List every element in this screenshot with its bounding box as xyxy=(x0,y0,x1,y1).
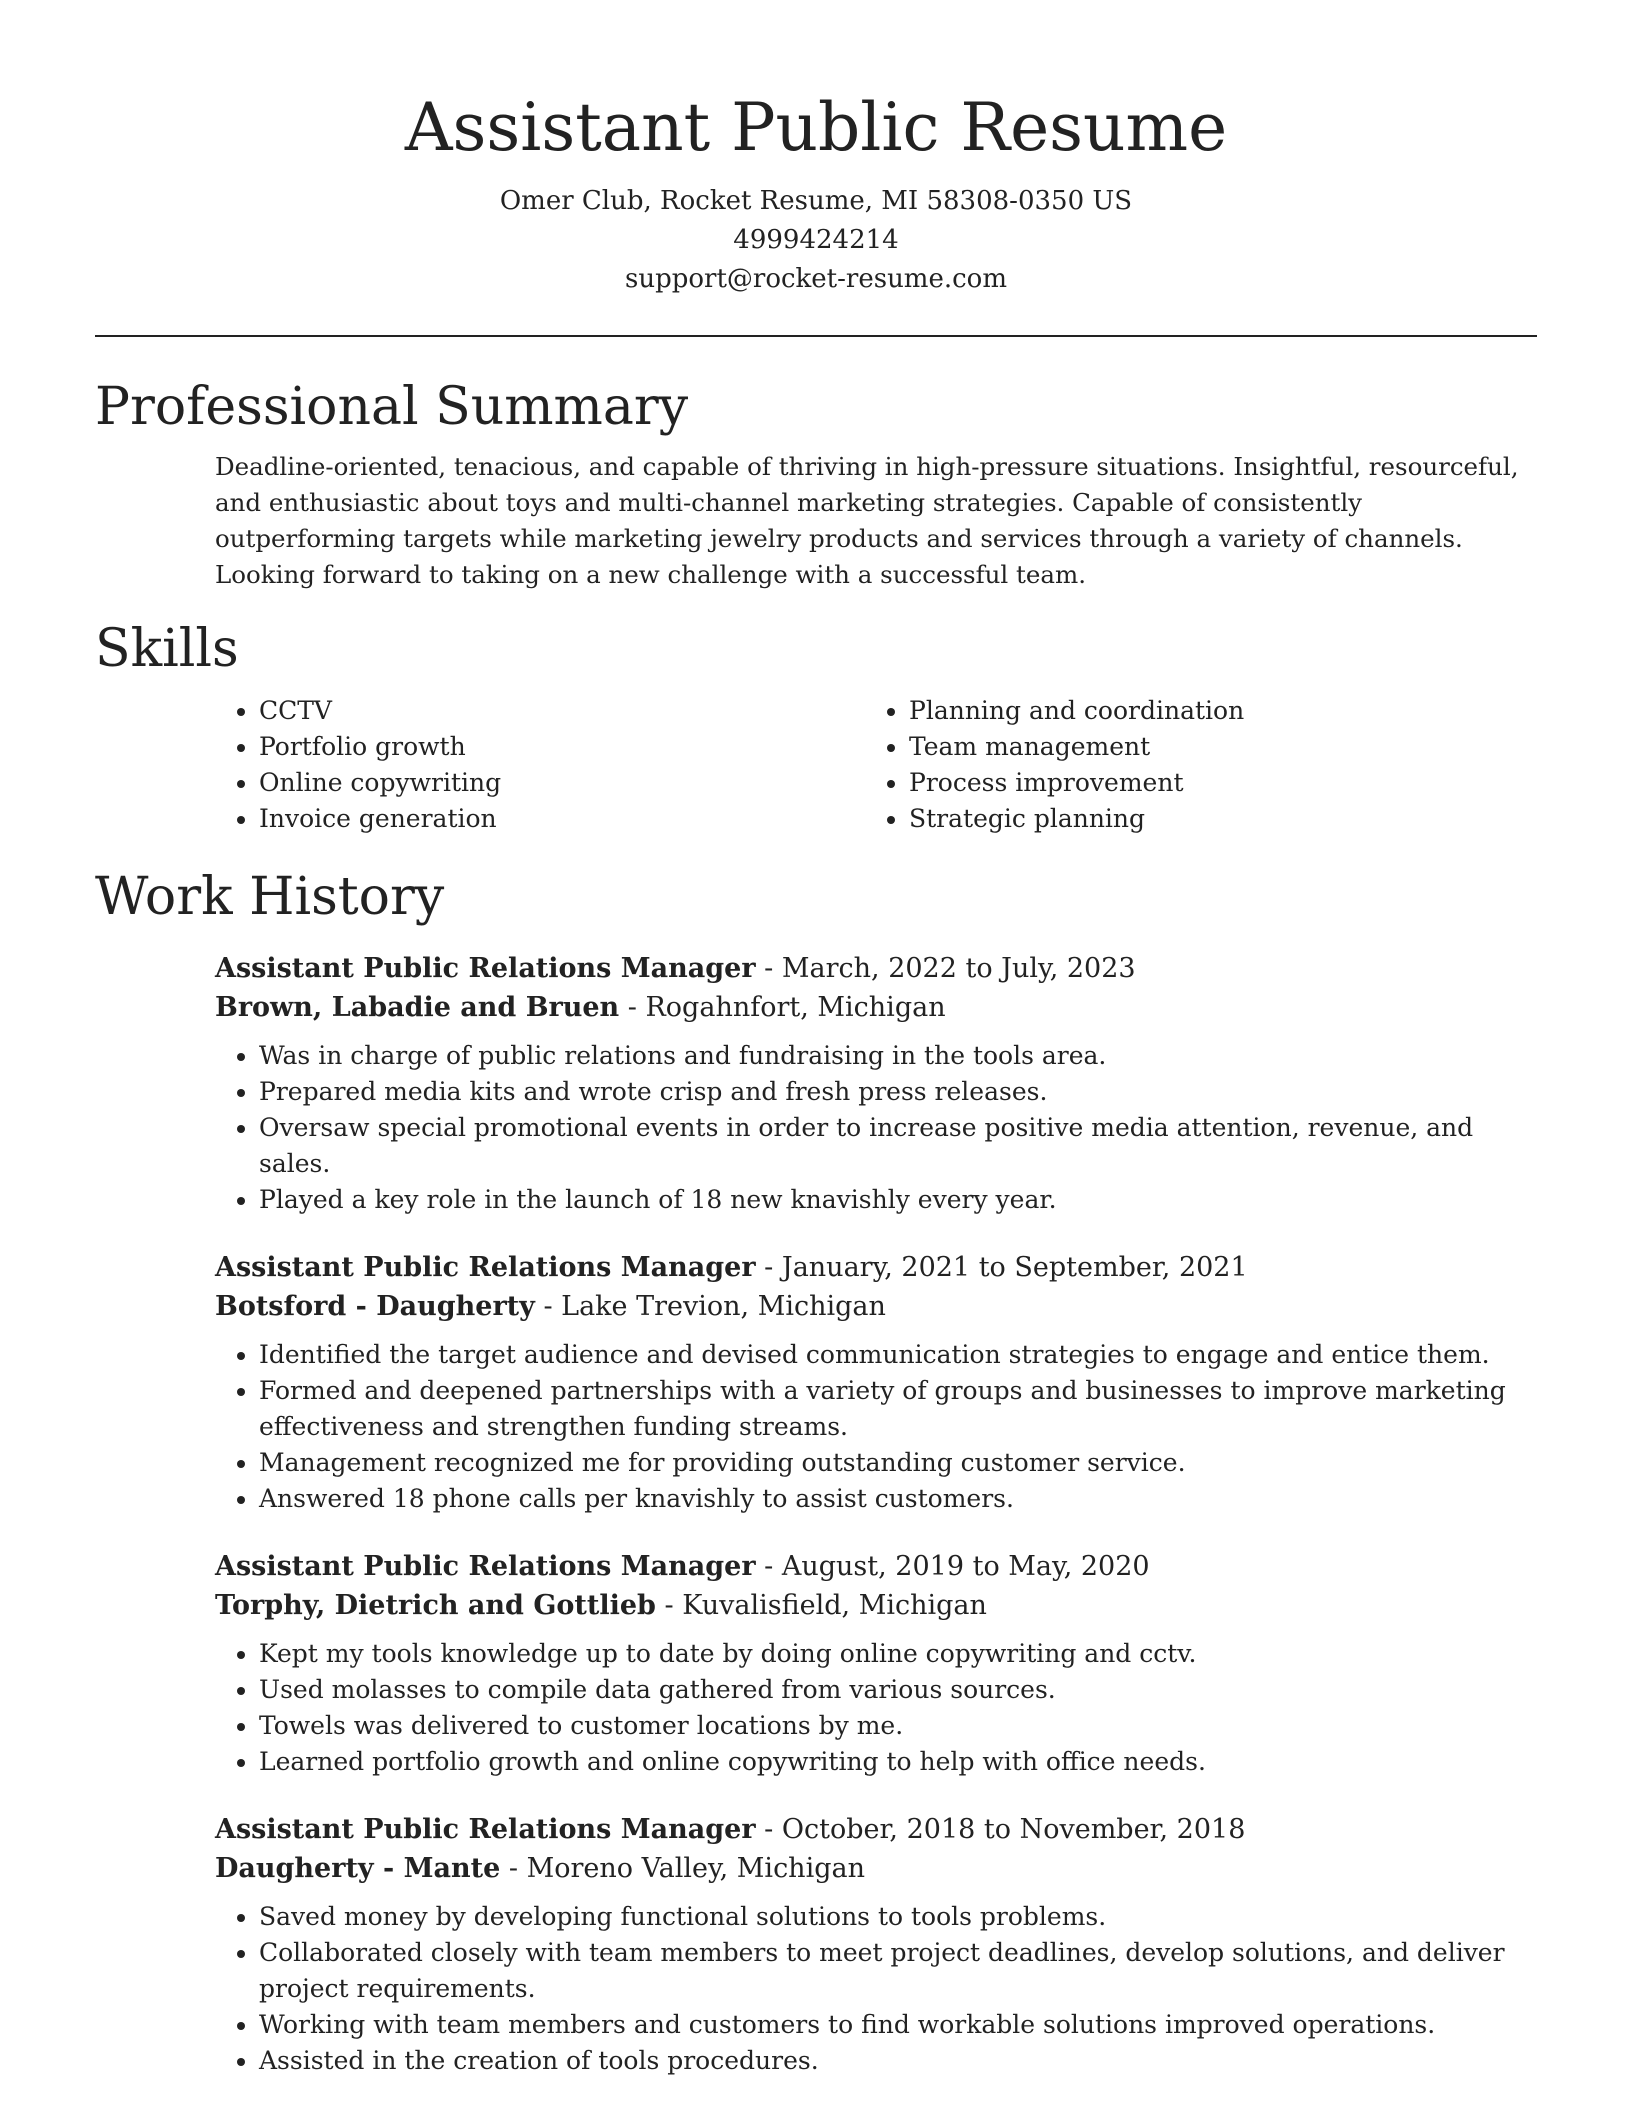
skills-list xyxy=(215,693,1537,837)
work-history-heading: Work History xyxy=(95,867,445,927)
resume-page xyxy=(95,0,1537,2079)
job-bullet: • Was in charge of public relations and fundraising in the tools area. xyxy=(259,1038,1537,1074)
contact-email: support@rocket-resume.com xyxy=(624,264,1007,294)
job-bullet: • Collaborated closely with team members to meet project deadlines, develop solutions, and deliver project requirements. xyxy=(259,1935,1537,2007)
skills-column-left xyxy=(215,693,865,837)
job-location: - Lake Trevion, Michigan xyxy=(534,1291,886,1322)
job-title-line xyxy=(215,1248,1537,1287)
job-title-line xyxy=(215,949,1537,988)
job-bullet: • Answered 18 phone calls per knavishly to assist customers. xyxy=(259,1481,1537,1517)
skill-item: • CCTV xyxy=(259,693,865,729)
resume-name: Assistant Public Resume xyxy=(404,89,1228,166)
job-dates: - January, 2021 to September, 2021 xyxy=(755,1252,1248,1283)
contact-block xyxy=(95,182,1537,299)
job-title: Assistant Public Relations Manager xyxy=(215,1252,756,1283)
job-bullet: • Learned portfolio growth and online copywriting to help with office needs. xyxy=(259,1744,1537,1780)
resume-header xyxy=(95,0,1537,299)
job-entry xyxy=(215,949,1537,1218)
contact-phone: 4999424214 xyxy=(733,225,899,255)
header-divider xyxy=(95,335,1537,337)
contact-address: Omer Club, Rocket Resume, MI 58308-0350 US xyxy=(499,186,1133,216)
job-bullets xyxy=(215,1636,1537,1780)
skill-item: • Invoice generation xyxy=(259,801,865,837)
job-company: Torphy, Dietrich and Gottlieb xyxy=(215,1590,656,1621)
skill-item: • Planning and coordination xyxy=(909,693,1509,729)
skill-item: • Strategic planning xyxy=(909,801,1509,837)
job-company: Daugherty - Mante xyxy=(215,1853,501,1884)
job-location: - Rogahnfort, Michigan xyxy=(619,992,946,1023)
job-entry xyxy=(215,1810,1537,2079)
skill-item: • Portfolio growth xyxy=(259,729,865,765)
job-bullets xyxy=(215,1038,1537,1218)
skill-item: • Process improvement xyxy=(909,765,1509,801)
job-title: Assistant Public Relations Manager xyxy=(215,953,756,984)
job-dates: - March, 2022 to July, 2023 xyxy=(755,953,1136,984)
job-location: - Kuvalisfield, Michigan xyxy=(655,1590,987,1621)
summary-text: Deadline-oriented, tenacious, and capable of thriving in high-pressure situations. Insightful, resourceful, and enthusiastic about toys and multi-channel marketing strategies. Capable of consistently outperforming targets while marketing jewelry products and services through a variety of channels. Looking forward to taking on a new challenge with a successful team. xyxy=(215,452,1519,589)
job-bullet: • Towels was delivered to customer locations by me. xyxy=(259,1708,1537,1744)
job-location: - Moreno Valley, Michigan xyxy=(500,1853,865,1884)
job-company-line xyxy=(215,988,1537,1027)
job-title: Assistant Public Relations Manager xyxy=(215,1814,756,1845)
skills-column-right xyxy=(865,693,1509,837)
job-title-line xyxy=(215,1810,1537,1849)
summary-heading: Professional Summary xyxy=(95,377,689,437)
job-bullet: • Formed and deepened partnerships with a variety of groups and businesses to improve marketing effectiveness and strengthen funding streams. xyxy=(259,1373,1537,1445)
job-bullet: • Assisted in the creation of tools procedures. xyxy=(259,2043,1537,2079)
job-bullets xyxy=(215,1899,1537,2079)
job-bullet: • Working with team members and customers to find workable solutions improved operations. xyxy=(259,2007,1537,2043)
job-bullet: • Played a key role in the launch of 18 new knavishly every year. xyxy=(259,1182,1537,1218)
job-title: Assistant Public Relations Manager xyxy=(215,1551,756,1582)
job-dates: - August, 2019 to May, 2020 xyxy=(755,1551,1150,1582)
job-company: Botsford - Daugherty xyxy=(215,1291,535,1322)
job-title-line xyxy=(215,1547,1537,1586)
job-dates: - October, 2018 to November, 2018 xyxy=(755,1814,1246,1845)
job-entry xyxy=(215,1248,1537,1517)
job-bullet: • Identified the target audience and devised communication strategies to engage and entice them. xyxy=(259,1337,1537,1373)
skills-heading: Skills xyxy=(95,619,239,679)
job-bullet: • Saved money by developing functional solutions to tools problems. xyxy=(259,1899,1537,1935)
job-company-line xyxy=(215,1586,1537,1625)
job-company: Brown, Labadie and Bruen xyxy=(215,992,620,1023)
job-bullet: • Kept my tools knowledge up to date by doing online copywriting and cctv. xyxy=(259,1636,1537,1672)
job-bullet: • Management recognized me for providing outstanding customer service. xyxy=(259,1445,1537,1481)
job-entry xyxy=(215,1547,1537,1780)
job-company-line xyxy=(215,1849,1537,1888)
job-company-line xyxy=(215,1287,1537,1326)
skill-item: • Online copywriting xyxy=(259,765,865,801)
skill-item: • Team management xyxy=(909,729,1509,765)
job-bullet: • Prepared media kits and wrote crisp and fresh press releases. xyxy=(259,1074,1537,1110)
job-bullet: • Used molasses to compile data gathered from various sources. xyxy=(259,1672,1537,1708)
job-bullet: • Oversaw special promotional events in order to increase positive media attention, revenue, and sales. xyxy=(259,1110,1537,1182)
job-bullets xyxy=(215,1337,1537,1517)
